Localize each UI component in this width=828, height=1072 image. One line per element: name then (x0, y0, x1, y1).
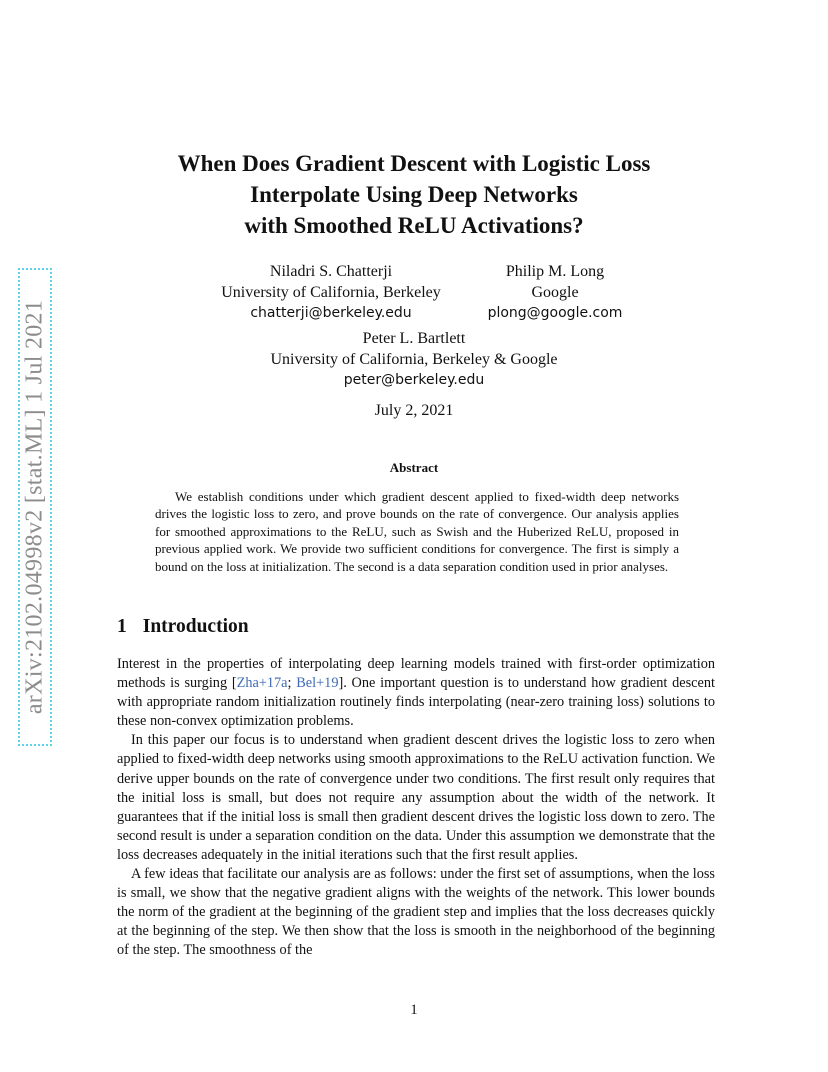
section-title: Introduction (142, 616, 249, 637)
author-affiliation: Google (531, 283, 579, 301)
arxiv-stamp (18, 268, 52, 746)
publication-date: July 2, 2021 (374, 402, 454, 419)
author-name: Peter L. Bartlett (362, 330, 466, 347)
citation-link[interactable]: Zha+17a (236, 675, 288, 692)
author-affiliation: University of California, Berkeley & Google (270, 350, 558, 368)
section-heading (117, 616, 249, 638)
title-line: Interpolate Using Deep Networks (250, 182, 578, 207)
paragraph-text: Interest in the properties of interpolating deep learning models trained with first-order optimization methods is surging [ (117, 656, 715, 692)
author-name: Philip M. Long (505, 263, 605, 280)
paragraph: In this paper our focus is to understand when gradient descent drives the logistic loss to zero when applied to fixed-width deep networks using smooth approximations to the ReLU activation function. We derive upper bounds on the rate of convergence under two conditions. The first result only requires that the initial loss is small, but does not require any assumption about the width of the network. It guarantees that if the initial loss is small then gradient descent drives the logistic loss down to zero. The second result is under a separation condition on the data. Under this assumption we demonstrate that the loss decreases adequately in the initial iterations such that the first result applies. (117, 732, 715, 863)
abstract-text: We establish conditions under which gradient descent applied to fixed-width deep networks drives the logistic loss to zero, and prove bounds on the rate of convergence. Our analysis applies for smoothed approximations to the ReLU, such as Swish and the Huberized ReLU, proposed in previous applied work. We provide two sufficient conditions for convergence. The first is simply a bound on the loss at initialization. The second is a data separation condition used in prior analyses. (155, 489, 679, 574)
title-line: When Does Gradient Descent with Logistic Loss (177, 151, 651, 176)
arxiv-identifier: arXiv:2102.04998v2 [stat.ML] 1 Jul 2021 (21, 299, 48, 715)
author-block (193, 262, 469, 324)
page-number: 1 (410, 1002, 418, 1018)
paragraph-text: ; (287, 675, 297, 692)
author-block (214, 329, 614, 391)
author-name: Niladri S. Chatterji (269, 263, 393, 280)
abstract-heading: Abstract (389, 460, 439, 475)
citation-link[interactable]: Bel+19 (296, 675, 339, 692)
author-email[interactable]: peter@berkeley.edu (343, 372, 485, 388)
author-email[interactable]: plong@google.com (487, 305, 623, 321)
author-affiliation: University of California, Berkeley (221, 283, 441, 301)
paper-title (0, 148, 828, 241)
introduction-body (117, 655, 715, 961)
paragraph-text: ]. One important question is to understand how gradient descent with appropriate random initialization routinely finds interpolating (near-zero training loss) solutions to these non-convex optimization problems. (117, 675, 715, 730)
author-email[interactable]: chatterji@berkeley.edu (250, 305, 412, 321)
paragraph: A few ideas that facilitate our analysis are as follows: under the first set of assumptions, when the loss is small, we show that the negative gradient aligns with the weights of the network. This lower bounds the norm of the gradient at the beginning of the gradient step and implies that the loss decreases quickly at the beginning of the step. We then show that the loss is smooth in the neighborhood of the beginning of the step. The smoothness of the (117, 866, 715, 959)
paragraph (117, 655, 715, 731)
title-line: with Smoothed ReLU Activations? (244, 213, 584, 238)
author-block (475, 262, 635, 324)
section-number: 1 (117, 616, 127, 637)
